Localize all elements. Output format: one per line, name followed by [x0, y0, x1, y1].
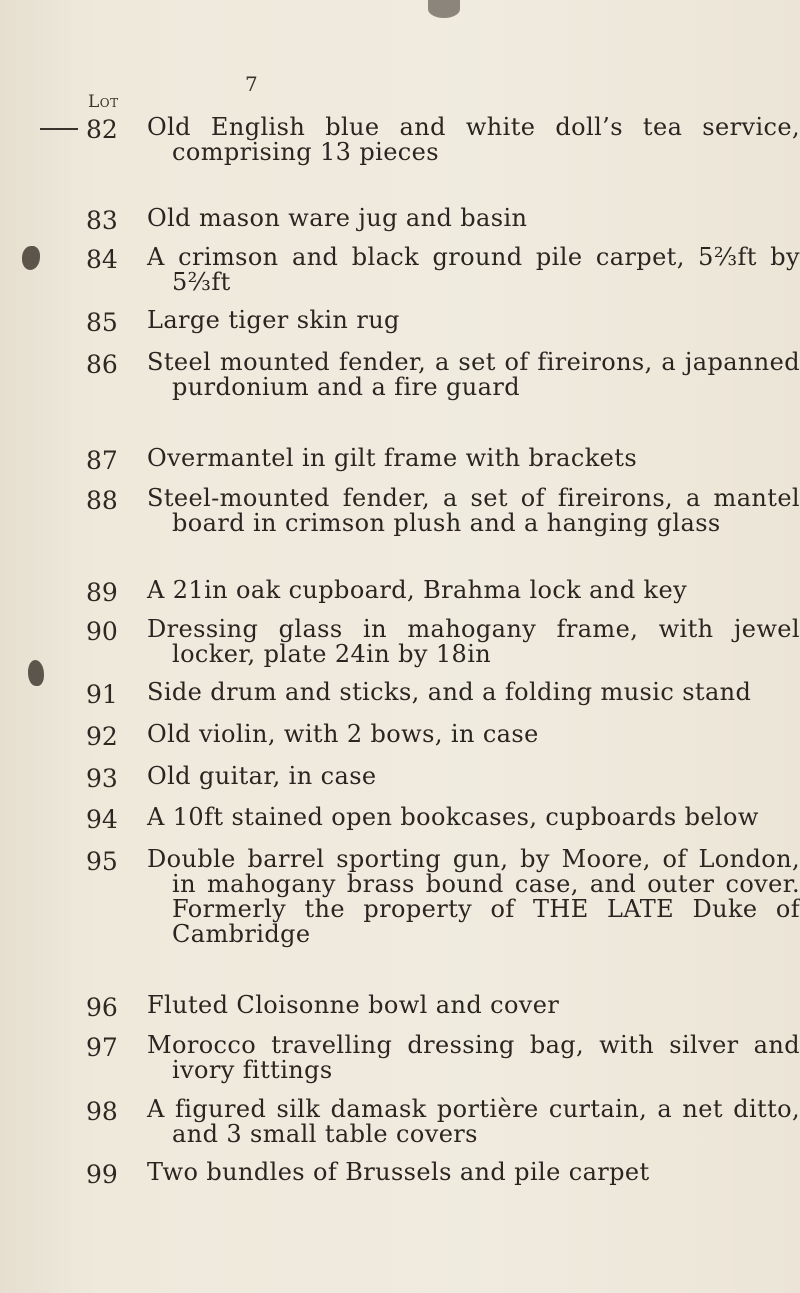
- ink-blot: [22, 246, 40, 270]
- lot-description: Old guitar, in case: [147, 762, 377, 790]
- lot-number: 97: [86, 1033, 118, 1062]
- lot-number: 99: [86, 1160, 118, 1189]
- margin-dash: [40, 128, 78, 130]
- lot-description: A 21in oak cupboard, Brahma lock and key: [147, 576, 688, 604]
- lot-description: Side drum and sticks, and a folding music stand: [147, 678, 752, 706]
- lot-number: 90: [86, 617, 118, 646]
- lot-number: 93: [86, 764, 118, 793]
- ink-blot: [428, 0, 460, 18]
- lot-number: 82: [86, 115, 118, 144]
- lot-description: A 10ft stained open bookcases, cupboards below: [147, 803, 759, 831]
- lot-number: 86: [86, 350, 118, 379]
- lot-description: Morocco travelling dressing bag, with silver and ivory fittings: [147, 1031, 800, 1084]
- lot-description: Two bundles of Brussels and pile carpet: [147, 1158, 650, 1186]
- lot-column-heading: Lot: [88, 92, 119, 112]
- lot-description: Overmantel in gilt frame with brackets: [147, 444, 638, 472]
- lot-description: Steel mounted fender, a set of fireirons, a japanned purdonium and a fire guard: [147, 348, 800, 401]
- lot-description: A figured silk damask portière curtain, a net ditto, and 3 small table covers: [147, 1095, 800, 1148]
- lot-description: A crimson and black ground pile carpet, 5⅔ft by 5⅔ft: [147, 243, 800, 296]
- lot-number: 89: [86, 578, 118, 607]
- lot-description: Steel-mounted fender, a set of fireirons, a mantel board in crimson plush and a hanging glass: [147, 484, 800, 537]
- lot-number: 94: [86, 805, 118, 834]
- lot-description: Old violin, with 2 bows, in case: [147, 720, 539, 748]
- page-number: 7: [245, 72, 258, 96]
- lot-description: Dressing glass in mahogany frame, with jewel locker, plate 24in by 18in: [147, 615, 800, 668]
- lot-number: 83: [86, 206, 118, 235]
- lot-description: Double barrel sporting gun, by Moore, of London, in mahogany brass bound case, and outer cover. Formerly the property of THE LATE Duke of Cambridge: [147, 845, 800, 948]
- lot-description: Large tiger skin rug: [147, 306, 400, 334]
- lot-number: 87: [86, 446, 118, 475]
- lot-number: 84: [86, 245, 118, 274]
- lot-description: Old mason ware jug and basin: [147, 204, 528, 232]
- lot-number: 88: [86, 486, 118, 515]
- lot-number: 95: [86, 847, 118, 876]
- lot-number: 98: [86, 1097, 118, 1126]
- lot-number: 96: [86, 993, 118, 1022]
- lot-number: 92: [86, 722, 118, 751]
- lot-description: Fluted Cloisonne bowl and cover: [147, 991, 560, 1019]
- lot-number: 85: [86, 308, 118, 337]
- ink-blot: [28, 660, 44, 686]
- lot-description: Old English blue and white doll’s tea service, comprising 13 pieces: [147, 113, 800, 166]
- lot-number: 91: [86, 680, 118, 709]
